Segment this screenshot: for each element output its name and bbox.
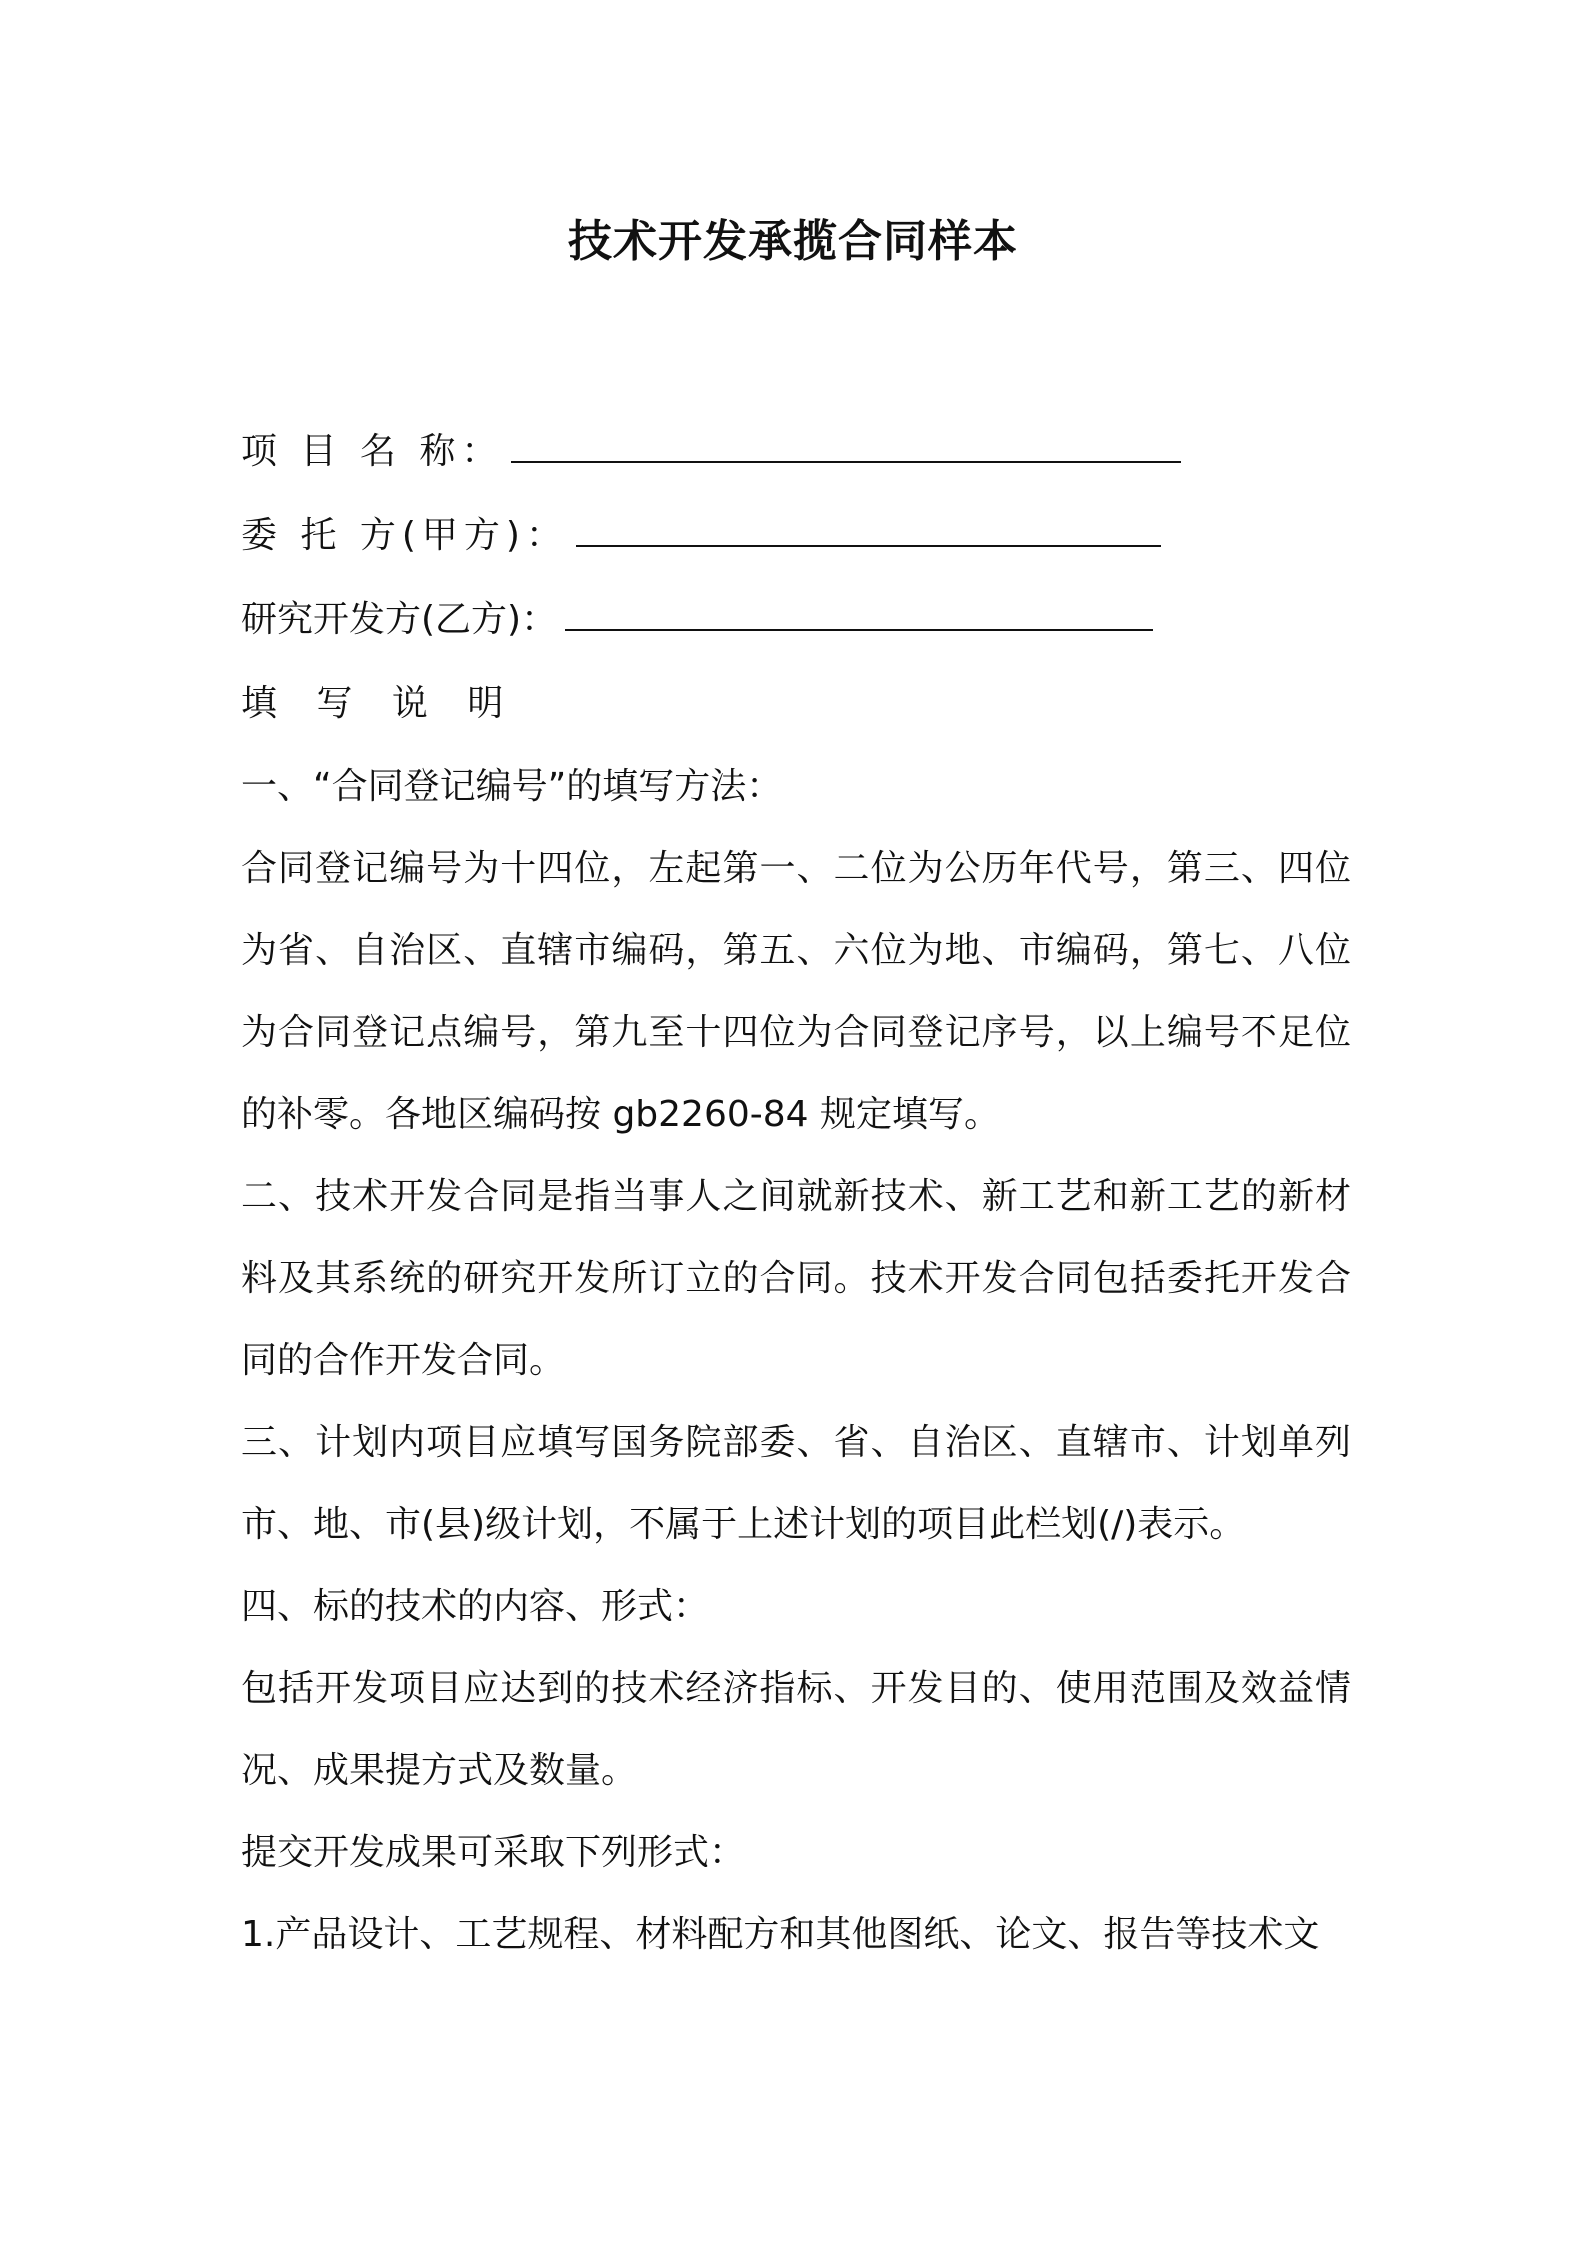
field-developer-label: 研究开发方(乙方)： <box>241 599 558 640</box>
paragraph-registration-heading: 一、“合同登记编号”的填写方法： <box>241 766 783 807</box>
paragraph-deliverables-heading: 提交开发成果可采取下列形式： <box>241 1832 746 1873</box>
paragraph-registration-body: 合同登记编号为十四位，左起第一、二位为公历年代号，第三、四位为省、自治区、直辖市编码，第五、六位为地、市编码，第七、八位为合同登记点编号，第九至十四位为合同登记序号，以上编号不足位的补零。各地区编码按 gb2260-84 规定填写。 <box>241 848 1351 1135</box>
field-client-blank <box>576 515 1161 547</box>
field-developer-blank <box>565 599 1153 631</box>
paragraph-plan-projects: 三、计划内项目应填写国务院部委、省、自治区、直辖市、计划单列市、地、市(县)级计划，不属于上述计划的项目此栏划(/)表示。 <box>241 1422 1351 1545</box>
field-client-label: 委 托 方(甲方)： <box>241 515 568 556</box>
document-title: 技术开发承揽合同样本 <box>568 216 1018 267</box>
field-project-name <box>241 410 1351 494</box>
document-body <box>241 410 1351 1976</box>
paragraph-subject-heading: 四、标的技术的内容、形式： <box>241 1586 710 1627</box>
field-project-name-blank <box>511 431 1181 463</box>
field-project-name-label: 项 目 名 称： <box>241 431 504 472</box>
paragraph-deliverables-item-1: 1.产品设计、工艺规程、材料配方和其他图纸、论文、报告等技术文 <box>241 1914 1320 1955</box>
paragraph-contract-definition: 二、技术开发合同是指当事人之间就新技术、新工艺和新工艺的新材料及其系统的研究开发所订立的合同。技术开发合同包括委托开发合同的合作开发合同。 <box>241 1176 1351 1381</box>
field-developer <box>241 578 1351 662</box>
field-client <box>241 494 1351 578</box>
instructions-heading: 填 写 说 明 <box>241 683 518 724</box>
paragraph-subject-body: 包括开发项目应达到的技术经济指标、开发目的、使用范围及效益情况、成果提方式及数量。 <box>241 1668 1351 1791</box>
